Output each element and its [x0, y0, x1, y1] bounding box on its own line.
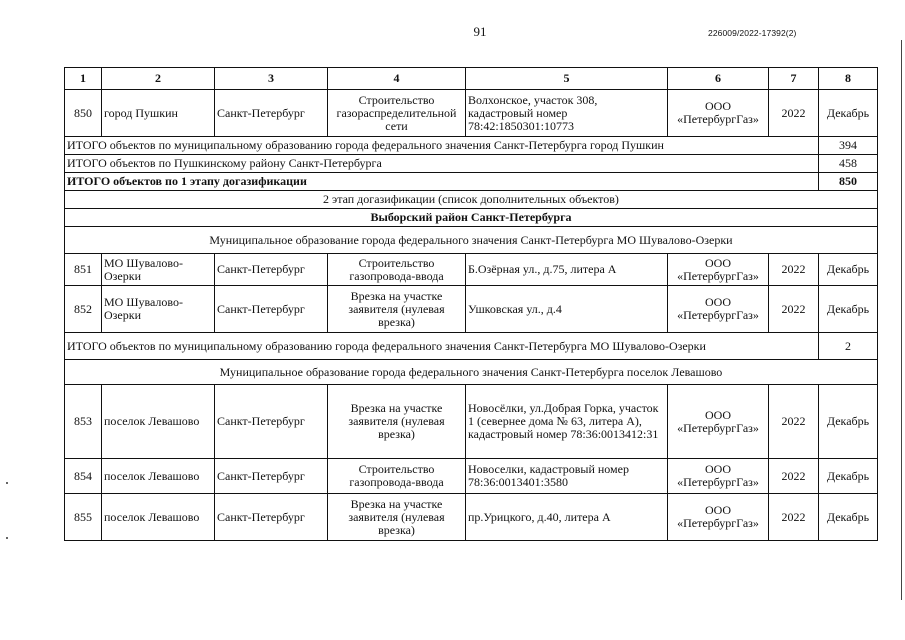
- total-label: ИТОГО объектов по муниципальному образованию города федерального значения Санкт-Петербурга МО Шувалово-Озерки: [65, 333, 819, 360]
- work-type-cell: Врезка на участке заявителя (нулевая врезка): [328, 494, 466, 541]
- total-label: ИТОГО объектов по муниципальному образованию города федерального значения Санкт-Петербурга город Пушкин: [65, 137, 819, 155]
- document-code: 226009/2022-17392(2): [708, 28, 797, 38]
- year-cell: 2022: [769, 494, 819, 541]
- page-number: 91: [473, 24, 487, 39]
- work-type-cell: Строительство газораспределительной сети: [328, 90, 466, 137]
- row-number: 855: [65, 494, 102, 541]
- organization-cell: ООО «ПетербургГаз»: [668, 459, 769, 494]
- municipality-cell: город Пушкин: [102, 90, 215, 137]
- month-cell: Декабрь: [819, 90, 878, 137]
- total-row: [65, 155, 878, 173]
- col-header: 5: [466, 68, 668, 90]
- municipality-cell: МО Шувалово-Озерки: [102, 254, 215, 286]
- organization-cell: ООО «ПетербургГаз»: [668, 494, 769, 541]
- total-row: [65, 333, 878, 360]
- address-cell: Новосёлки, ул.Добрая Горка, участок 1 (севернее дома № 63, литера А), кадастровый номер 78:36:0013412:31: [466, 385, 668, 459]
- total-label: ИТОГО объектов по Пушкинскому району Санкт-Петербурга: [65, 155, 819, 173]
- month-cell: Декабрь: [819, 286, 878, 333]
- row-number: 851: [65, 254, 102, 286]
- work-type-cell: Строительство газопровода-ввода: [328, 254, 466, 286]
- table-row: [65, 90, 878, 137]
- total-label: ИТОГО объектов по 1 этапу догазификации: [65, 173, 819, 191]
- month-cell: Декабрь: [819, 459, 878, 494]
- col-header: 2: [102, 68, 215, 90]
- year-cell: 2022: [769, 254, 819, 286]
- work-type-cell: Врезка на участке заявителя (нулевая врезка): [328, 286, 466, 333]
- city-cell: Санкт-Петербург: [215, 494, 328, 541]
- year-cell: 2022: [769, 90, 819, 137]
- address-cell: пр.Урицкого, д.40, литера А: [466, 494, 668, 541]
- total-row: [65, 137, 878, 155]
- col-header: 3: [215, 68, 328, 90]
- address-cell: Новоселки, кадастровый номер 78:36:0013401:3580: [466, 459, 668, 494]
- col-header: 6: [668, 68, 769, 90]
- total-value: 850: [819, 173, 878, 191]
- address-cell: Волхонское, участок 308, кадастровый номер 78:42:1850301:10773: [466, 90, 668, 137]
- objects-table: [64, 67, 878, 541]
- section-row: [65, 209, 878, 227]
- year-cell: 2022: [769, 459, 819, 494]
- municipality-title: Муниципальное образование города федерального значения Санкт-Петербурга поселок Левашово: [65, 360, 878, 385]
- total-value: 458: [819, 155, 878, 173]
- table-row: [65, 459, 878, 494]
- col-header: 8: [819, 68, 878, 90]
- month-cell: Декабрь: [819, 385, 878, 459]
- header-row: [65, 68, 878, 90]
- year-cell: 2022: [769, 286, 819, 333]
- month-cell: Декабрь: [819, 494, 878, 541]
- scan-edge-line: [901, 40, 902, 600]
- total-row: [65, 173, 878, 191]
- table-row: [65, 494, 878, 541]
- scan-speck: [6, 537, 8, 539]
- municipality-cell: поселок Левашово: [102, 494, 215, 541]
- col-header: 4: [328, 68, 466, 90]
- district-title: Выборский район Санкт-Петербурга: [65, 209, 878, 227]
- address-cell: Б.Озёрная ул., д.75, литера А: [466, 254, 668, 286]
- year-cell: 2022: [769, 385, 819, 459]
- row-number: 854: [65, 459, 102, 494]
- organization-cell: ООО «ПетербургГаз»: [668, 254, 769, 286]
- city-cell: Санкт-Петербург: [215, 385, 328, 459]
- month-cell: Декабрь: [819, 254, 878, 286]
- municipality-cell: МО Шувалово-Озерки: [102, 286, 215, 333]
- section-row: [65, 191, 878, 209]
- row-number: 853: [65, 385, 102, 459]
- address-cell: Ушковская ул., д.4: [466, 286, 668, 333]
- total-value: 394: [819, 137, 878, 155]
- organization-cell: ООО «ПетербургГаз»: [668, 90, 769, 137]
- stage-title: 2 этап догазификации (список дополнительных объектов): [65, 191, 878, 209]
- municipality-cell: поселок Левашово: [102, 459, 215, 494]
- city-cell: Санкт-Петербург: [215, 286, 328, 333]
- col-header: 7: [769, 68, 819, 90]
- row-number: 850: [65, 90, 102, 137]
- organization-cell: ООО «ПетербургГаз»: [668, 385, 769, 459]
- city-cell: Санкт-Петербург: [215, 90, 328, 137]
- municipality-cell: поселок Левашово: [102, 385, 215, 459]
- organization-cell: ООО «ПетербургГаз»: [668, 286, 769, 333]
- work-type-cell: Врезка на участке заявителя (нулевая врезка): [328, 385, 466, 459]
- row-number: 852: [65, 286, 102, 333]
- section-row: [65, 360, 878, 385]
- total-value: 2: [819, 333, 878, 360]
- scan-speck: [6, 482, 8, 484]
- table-row: [65, 254, 878, 286]
- work-type-cell: Строительство газопровода-ввода: [328, 459, 466, 494]
- table-row: [65, 286, 878, 333]
- city-cell: Санкт-Петербург: [215, 254, 328, 286]
- municipality-title: Муниципальное образование города федерального значения Санкт-Петербурга МО Шувалово-Озерки: [65, 227, 878, 254]
- table-row: [65, 385, 878, 459]
- city-cell: Санкт-Петербург: [215, 459, 328, 494]
- col-header: 1: [65, 68, 102, 90]
- section-row: [65, 227, 878, 254]
